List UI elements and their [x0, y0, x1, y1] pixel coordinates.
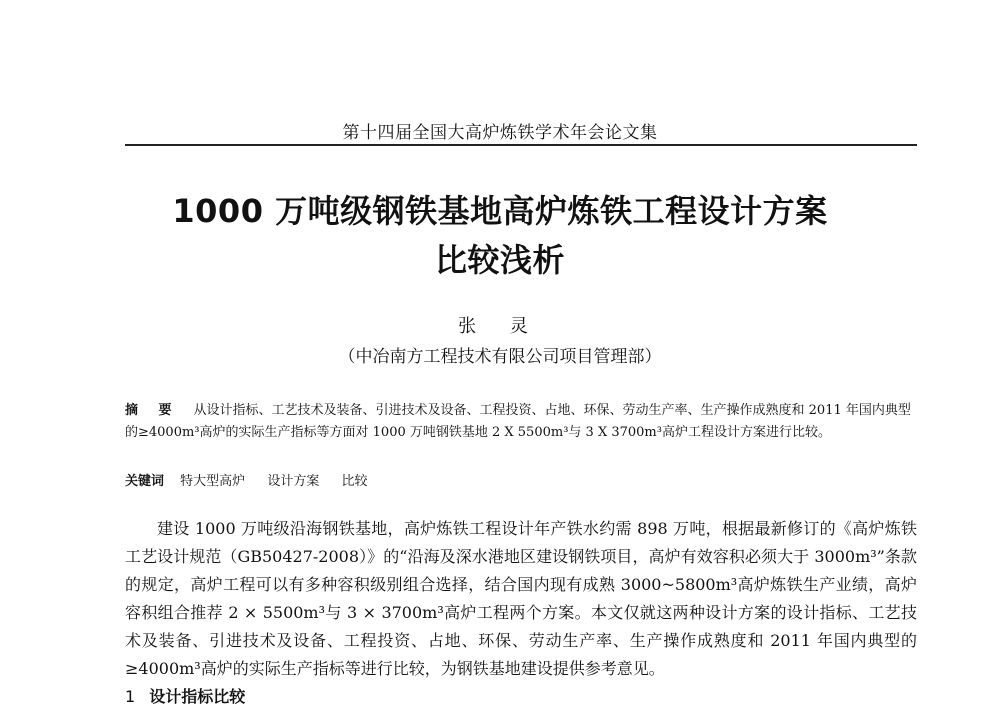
running-header: 第十四届全国大高炉炼铁学术年会论文集	[342, 123, 658, 143]
keywords-label: 关键词	[125, 474, 165, 489]
author-affiliation: （中冶南方工程技术有限公司项目管理部）	[338, 347, 662, 367]
header-rule	[125, 144, 917, 146]
keywords	[125, 472, 917, 492]
body-paragraph: 建设 1000 万吨级沿海钢铁基地，高炉炼铁工程设计年产铁水约需 898 万吨，根据最新修订的《高炉炼铁工艺设计规范（GB50427-2008）》的“沿海及深水港地区建设钢铁项目，高炉有效容积必须大于 3000m³”条款的规定，高炉工程可以有多种容积级别组合选择，结合国内现有成熟 3000~5800m³高炉炼铁生产业绩，高炉容积组合推荐 2 × 5500m³与 3 × 3700m³高炉工程两个方案。本文仅就这两种设计方案的设计指标、工艺技术及装备、引进技术及设备、工程投资、占地、环保、劳动生产率、生产操作成熟度和 2011 年国内典型的≥4000m³高炉的实际生产指标等进行比较，为钢铁基地建设提供参考意见。	[125, 519, 917, 678]
author-name: 张 灵	[458, 316, 542, 337]
section-title: 设计指标比较	[149, 687, 246, 706]
keyword: 比较	[341, 474, 368, 489]
keyword: 设计方案	[267, 474, 320, 489]
keyword: 特大型高炉	[180, 474, 246, 489]
abstract	[125, 400, 917, 444]
paper-title-line-1: 1000 万吨级钢铁基地高炉炼铁工程设计方案	[172, 192, 828, 230]
abstract-text: 从设计指标、工艺技术及装备、引进技术及设备、工程投资、占地、环保、劳动生产率、生产操作成熟度和 2011 年国内典型的≥4000m³高炉的实际生产指标等方面对 1000 万吨钢铁基地 2 X 5500m³与 3 X 3700m³高炉工程设计方案进行比较。	[125, 403, 911, 440]
paper-title-line-2: 比较浅析	[434, 241, 565, 279]
section-number: 1	[125, 687, 136, 706]
abstract-label: 摘 要	[125, 403, 180, 418]
section-heading	[125, 684, 917, 707]
